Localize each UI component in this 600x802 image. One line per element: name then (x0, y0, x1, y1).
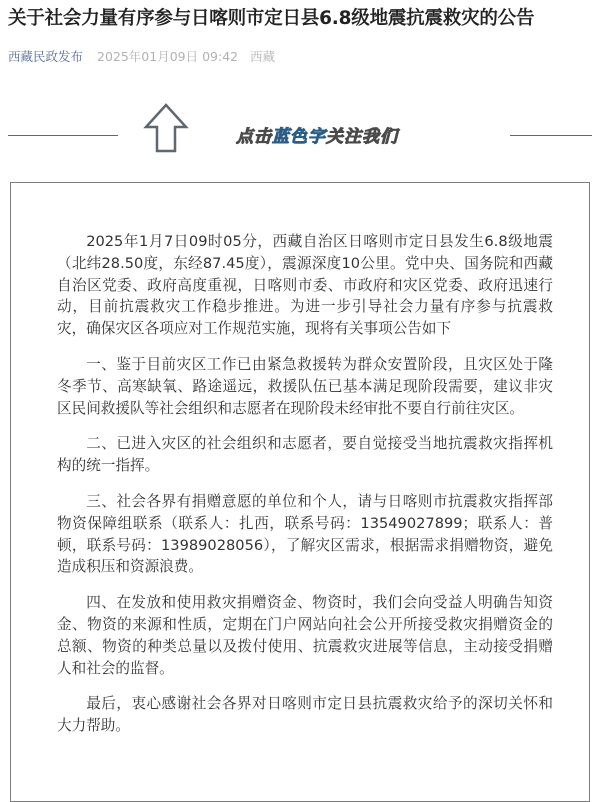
notice-item-2: 二、已进入灾区的社会组织和志愿者，要自觉接受当地抗震救灾指挥机构的统一指挥。 (57, 435, 553, 475)
banner-divider-right (510, 135, 592, 136)
follow-banner[interactable] (0, 92, 600, 162)
publish-date: 2025年01月09日 09:42 (97, 49, 239, 64)
notice-item-4: 四、在发放和使用救灾捐赠资金、物资时，我们会向受益人明确告知资金、物资的来源和性质，定期在门户网站向社会公开所接受救灾捐赠资金的总额、物资的种类总量以及拨付使用、抗震救灾进展等信息，主动接受捐赠人和社会的监督。 (57, 594, 553, 677)
notice-body (57, 231, 553, 751)
follow-prompt-highlight: 蓝色字 (272, 127, 326, 147)
notice-item-1: 一、鉴于目前灾区工作已由紧急救援转为群众安置阶段，且灾区处于隆冬季节、高寒缺氧、路途遥远，救援队伍已基本满足现阶段需要，建议非灾区民间救援队等社会组织和志愿者在现阶段未经审批不要自行前往灾区。 (57, 355, 553, 417)
account-name-link[interactable]: 西藏民政发布 (8, 49, 84, 64)
notice-item-3: 三、社会各界有捐赠意愿的单位和个人，请与日喀则市抗震救灾指挥部物资保障组联系（联系人：扎西，联系号码：13549027899；联系人：普顿，联系号码：13989028056），了解灾区需求，根据需求捐赠物资，避免造成积压和资源浪费。 (57, 492, 553, 576)
notice-intro-paragraph: 2025年1月7日09时05分，西藏自治区日喀则市定日县发生6.8级地震（北纬28.50度，东经87.45度），震源深度10公里。党中央、国务院和西藏自治区党委、政府高度重视，日喀则市委、市政府和灾区党委、政府迅速行动，目前抗震救灾工作稳步推进。为进一步引导社会力量有序参与抗震救灾，确保灾区各项应对工作规范实施，现将有关事项公告如下 (57, 233, 553, 338)
follow-prompt[interactable] (236, 122, 398, 147)
follow-prompt-suffix: 关注我们 (326, 127, 398, 147)
notice-closing-paragraph: 最后，衷心感谢社会各界对日喀则市定日县抗震救灾给予的深切关怀和大力帮助。 (57, 695, 553, 735)
up-arrow-icon (143, 102, 189, 154)
follow-prompt-prefix: 点击 (236, 127, 272, 147)
banner-divider-left (8, 135, 118, 136)
publish-location: 西藏 (250, 49, 276, 64)
article-title: 关于社会力量有序参与日喀则市定日县6.8级地震抗震救灾的公告 (8, 8, 535, 29)
article-meta (8, 48, 275, 66)
